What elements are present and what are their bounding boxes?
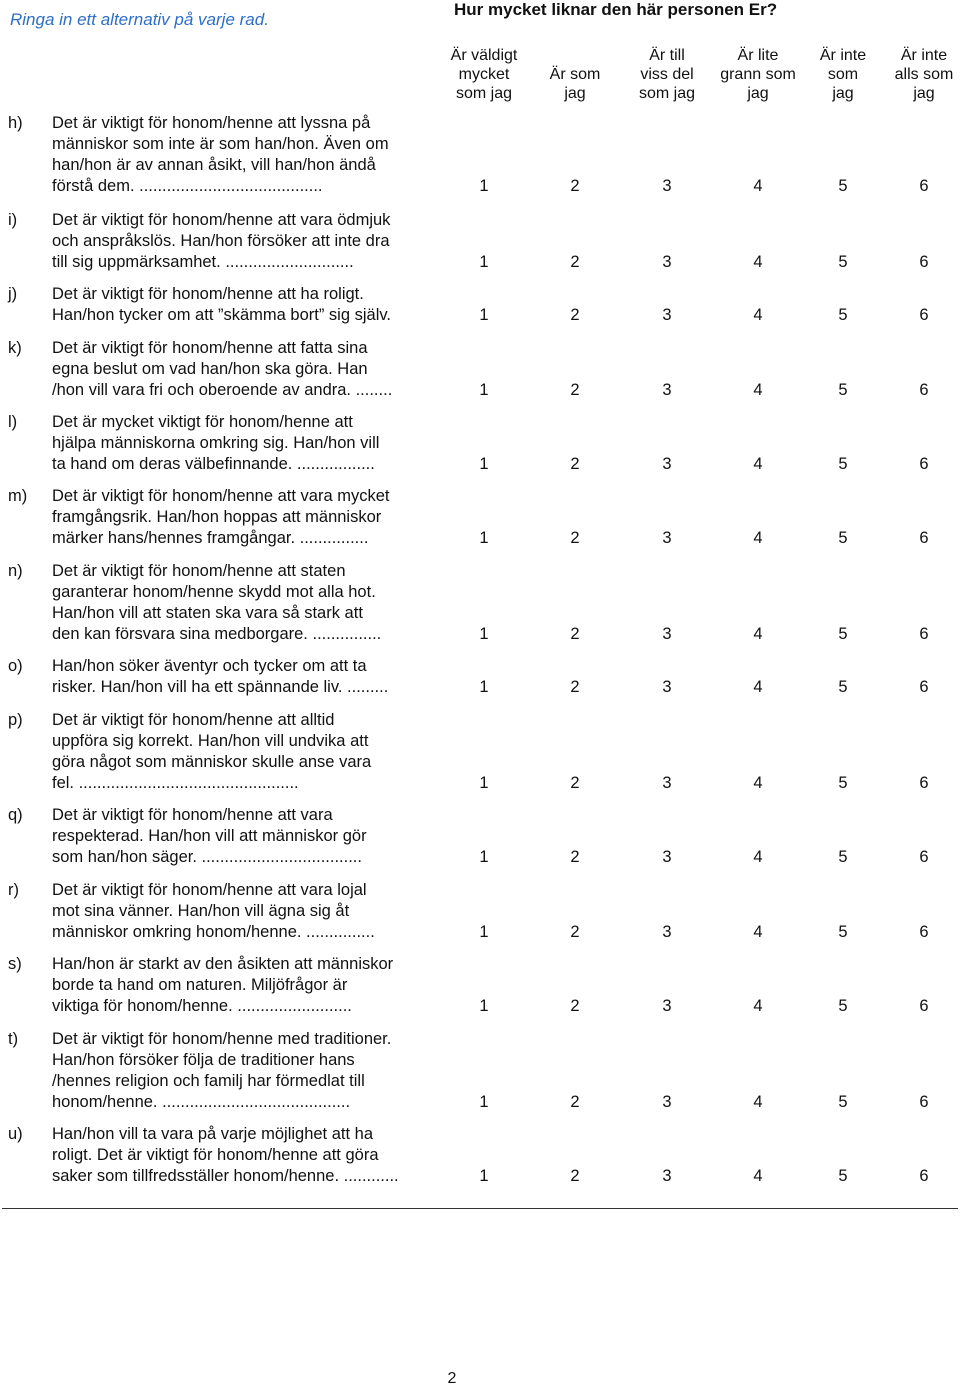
- answer-option-3[interactable]: 3: [662, 306, 672, 324]
- answer-option-4[interactable]: 4: [753, 306, 763, 324]
- item-text-line: Det är viktigt för honom/henne att vara mycket: [52, 487, 390, 505]
- item-letter: l): [8, 413, 18, 431]
- item-text: [52, 210, 452, 273]
- item-text-line: den kan försvara sina medborgare. ...............: [52, 625, 382, 643]
- answer-option-3[interactable]: 3: [662, 774, 672, 792]
- item-text: [52, 284, 452, 326]
- item-letter: j): [8, 285, 18, 303]
- answer-option-6[interactable]: 6: [919, 774, 929, 792]
- answer-option-1[interactable]: 1: [479, 177, 489, 195]
- answer-option-4[interactable]: 4: [753, 997, 763, 1015]
- item-text-line: honom/henne. .........................................: [52, 1093, 351, 1111]
- item-text: [52, 710, 452, 794]
- answer-option-5[interactable]: 5: [838, 455, 848, 473]
- question-heading: Hur mycket liknar den här personen Er?: [454, 0, 778, 19]
- column-header: Är väldigt mycket som jag: [450, 47, 518, 102]
- answer-option-1[interactable]: 1: [479, 923, 489, 941]
- answer-option-4[interactable]: 4: [753, 253, 763, 271]
- item-letter: t): [8, 1030, 19, 1048]
- answer-option-5[interactable]: 5: [838, 253, 848, 271]
- item-text-line: Det är viktigt för honom/henne att vara ödmjuk: [52, 211, 391, 229]
- item-text-line: /hennes religion och familj har förmedlat till: [52, 1072, 365, 1090]
- item-text-line: Han/hon är starkt av den åsikten att människor: [52, 955, 394, 973]
- answer-option-4[interactable]: 4: [753, 1167, 763, 1185]
- answer-option-4[interactable]: 4: [753, 848, 763, 866]
- item-letter: m): [8, 487, 28, 505]
- item-text-line: hjälpa människorna omkring sig. Han/hon vill: [52, 434, 380, 452]
- answer-option-4[interactable]: 4: [753, 774, 763, 792]
- item-text-line: saker som tillfredsställer honom/henne. ............: [52, 1167, 399, 1185]
- answer-option-6[interactable]: 6: [919, 455, 929, 473]
- answer-option-1[interactable]: 1: [479, 678, 489, 696]
- answer-option-1[interactable]: 1: [479, 529, 489, 547]
- answer-option-1[interactable]: 1: [479, 774, 489, 792]
- item-text-line: framgångsrik. Han/hon hoppas att människor: [52, 508, 382, 526]
- item-letter: p): [8, 711, 23, 729]
- answer-option-1[interactable]: 1: [479, 1167, 489, 1185]
- item-text-line: risker. Han/hon vill ha ett spännande liv. .........: [52, 678, 389, 696]
- answer-option-3[interactable]: 3: [662, 1167, 672, 1185]
- item-text-line: Han/hon försöker följa de traditioner hans: [52, 1051, 355, 1069]
- answer-option-5[interactable]: 5: [838, 1093, 848, 1111]
- item-text: [52, 486, 452, 549]
- item-text-line: Det är viktigt för honom/henne att lyssna på: [52, 114, 371, 132]
- answer-option-2[interactable]: 2: [570, 774, 580, 792]
- answer-option-2[interactable]: 2: [570, 1093, 580, 1111]
- item-letter: n): [8, 562, 23, 580]
- answer-option-6[interactable]: 6: [919, 923, 929, 941]
- answer-option-1[interactable]: 1: [479, 625, 489, 643]
- item-text-line: borde ta hand om naturen. Miljöfrågor är: [52, 976, 348, 994]
- column-header: Är till viss del som jag: [638, 47, 696, 102]
- item-text-line: fel. ................................................: [52, 774, 299, 792]
- answer-option-6[interactable]: 6: [919, 306, 929, 324]
- item-letter: i): [8, 211, 18, 229]
- answer-option-3[interactable]: 3: [662, 678, 672, 696]
- answer-option-5[interactable]: 5: [838, 306, 848, 324]
- item-text-line: Han/hon söker äventyr och tycker om att ta: [52, 657, 367, 675]
- item-text-line: Han/hon vill ta vara på varje möjlighet att ha: [52, 1125, 374, 1143]
- item-text-line: Det är viktigt för honom/henne att fatta sina: [52, 339, 368, 357]
- item-text-line: människor omkring honom/henne. ...............: [52, 923, 375, 941]
- answer-option-2[interactable]: 2: [570, 529, 580, 547]
- answer-option-4[interactable]: 4: [753, 678, 763, 696]
- answer-option-6[interactable]: 6: [919, 997, 929, 1015]
- answer-option-4[interactable]: 4: [753, 529, 763, 547]
- answer-option-4[interactable]: 4: [753, 1093, 763, 1111]
- item-text: [52, 805, 452, 868]
- item-letter: h): [8, 114, 23, 132]
- item-text-line: han/hon är av annan åsikt, vill han/hon ändå: [52, 156, 376, 174]
- item-text-line: roligt. Det är viktigt för honom/henne att göra: [52, 1146, 379, 1164]
- column-header: Är inte som jag: [819, 47, 867, 102]
- answer-option-6[interactable]: 6: [919, 1167, 929, 1185]
- answer-option-1[interactable]: 1: [479, 381, 489, 399]
- item-letter: k): [8, 339, 22, 357]
- answer-option-4[interactable]: 4: [753, 381, 763, 399]
- answer-option-1[interactable]: 1: [479, 455, 489, 473]
- item-text-line: Det är viktigt för honom/henne att vara: [52, 806, 333, 824]
- item-text-line: Han/hon vill att staten ska vara så stark att: [52, 604, 363, 622]
- answer-option-3[interactable]: 3: [662, 1093, 672, 1111]
- item-text: [52, 880, 452, 943]
- answer-option-5[interactable]: 5: [838, 1167, 848, 1185]
- item-text-line: till sig uppmärksamhet. ............................: [52, 253, 354, 271]
- item-text-line: garanterar honom/henne skydd mot alla hot.: [52, 583, 376, 601]
- answer-option-2[interactable]: 2: [570, 306, 580, 324]
- answer-option-6[interactable]: 6: [919, 848, 929, 866]
- item-text-line: Det är mycket viktigt för honom/henne att: [52, 413, 353, 431]
- answer-option-3[interactable]: 3: [662, 253, 672, 271]
- answer-option-6[interactable]: 6: [919, 381, 929, 399]
- answer-option-5[interactable]: 5: [838, 529, 848, 547]
- answer-option-6[interactable]: 6: [919, 177, 929, 195]
- answer-option-2[interactable]: 2: [570, 1167, 580, 1185]
- answer-option-1[interactable]: 1: [479, 253, 489, 271]
- item-letter: q): [8, 806, 23, 824]
- answer-option-5[interactable]: 5: [838, 625, 848, 643]
- item-text-line: göra något som människor skulle anse vara: [52, 753, 372, 771]
- answer-option-4[interactable]: 4: [753, 455, 763, 473]
- item-text-line: Det är viktigt för honom/henne att staten: [52, 562, 346, 580]
- item-text: [52, 338, 452, 401]
- answer-option-3[interactable]: 3: [662, 455, 672, 473]
- item-text-line: /hon vill vara fri och oberoende av andra. ........: [52, 381, 393, 399]
- answer-option-2[interactable]: 2: [570, 678, 580, 696]
- answer-option-5[interactable]: 5: [838, 678, 848, 696]
- answer-option-2[interactable]: 2: [570, 455, 580, 473]
- answer-option-5[interactable]: 5: [838, 177, 848, 195]
- item-text-line: som han/hon säger. ...................................: [52, 848, 362, 866]
- answer-option-2[interactable]: 2: [570, 177, 580, 195]
- item-letter: s): [8, 955, 22, 973]
- page-number: 2: [447, 1370, 457, 1387]
- answer-option-3[interactable]: 3: [662, 529, 672, 547]
- item-text-line: Det är viktigt för honom/henne att vara lojal: [52, 881, 367, 899]
- answer-option-3[interactable]: 3: [662, 848, 672, 866]
- answer-option-1[interactable]: 1: [479, 997, 489, 1015]
- item-text-line: Det är viktigt för honom/henne med traditioner.: [52, 1030, 392, 1048]
- item-text: [52, 561, 452, 645]
- answer-option-2[interactable]: 2: [570, 381, 580, 399]
- answer-option-2[interactable]: 2: [570, 848, 580, 866]
- column-header: Är som jag: [549, 66, 601, 102]
- item-text-line: Han/hon tycker om att ”skämma bort” sig själv.: [52, 306, 391, 324]
- answer-option-6[interactable]: 6: [919, 529, 929, 547]
- item-text-line: mot sina vänner. Han/hon vill ägna sig åt: [52, 902, 350, 920]
- answer-option-4[interactable]: 4: [753, 177, 763, 195]
- item-text: [52, 656, 452, 698]
- answer-option-5[interactable]: 5: [838, 848, 848, 866]
- item-text-line: viktiga för honom/henne. .........................: [52, 997, 352, 1015]
- answer-option-4[interactable]: 4: [753, 625, 763, 643]
- answer-option-6[interactable]: 6: [919, 1093, 929, 1111]
- answer-option-6[interactable]: 6: [919, 625, 929, 643]
- answer-option-3[interactable]: 3: [662, 997, 672, 1015]
- answer-option-5[interactable]: 5: [838, 997, 848, 1015]
- item-text-line: uppföra sig korrekt. Han/hon vill undvika att: [52, 732, 369, 750]
- item-text-line: egna beslut om vad han/hon ska göra. Han: [52, 360, 368, 378]
- column-header: Är lite grann som jag: [720, 47, 796, 102]
- bottom-rule: [2, 1208, 958, 1209]
- answer-option-1[interactable]: 1: [479, 306, 489, 324]
- answer-option-3[interactable]: 3: [662, 923, 672, 941]
- answer-option-3[interactable]: 3: [662, 177, 672, 195]
- answer-option-2[interactable]: 2: [570, 997, 580, 1015]
- item-letter: r): [8, 881, 19, 899]
- item-text-line: och anspråkslös. Han/hon försöker att inte dra: [52, 232, 390, 250]
- answer-option-5[interactable]: 5: [838, 381, 848, 399]
- answer-option-5[interactable]: 5: [838, 774, 848, 792]
- column-header: Är inte alls som jag: [894, 47, 954, 102]
- item-text: [52, 412, 452, 475]
- answer-option-5[interactable]: 5: [838, 923, 848, 941]
- item-text: [52, 1124, 452, 1187]
- answer-option-6[interactable]: 6: [919, 678, 929, 696]
- answer-option-1[interactable]: 1: [479, 848, 489, 866]
- item-text-line: märker hans/hennes framgångar. ...............: [52, 529, 369, 547]
- answer-option-3[interactable]: 3: [662, 381, 672, 399]
- answer-option-2[interactable]: 2: [570, 923, 580, 941]
- item-text: [52, 1029, 452, 1113]
- item-text-line: förstå dem. ........................................: [52, 177, 323, 195]
- item-letter: o): [8, 657, 23, 675]
- instruction-text: Ringa in ett alternativ på varje rad.: [10, 10, 269, 29]
- answer-option-4[interactable]: 4: [753, 923, 763, 941]
- item-text-line: Det är viktigt för honom/henne att alltid: [52, 711, 335, 729]
- answer-option-3[interactable]: 3: [662, 625, 672, 643]
- item-text-line: ta hand om deras välbefinnande. .................: [52, 455, 375, 473]
- item-text-line: Det är viktigt för honom/henne att ha roligt.: [52, 285, 364, 303]
- answer-option-6[interactable]: 6: [919, 253, 929, 271]
- item-text: [52, 954, 452, 1017]
- item-letter: u): [8, 1125, 23, 1143]
- item-text-line: respekterad. Han/hon vill att människor gör: [52, 827, 367, 845]
- answer-option-2[interactable]: 2: [570, 625, 580, 643]
- item-text: [52, 113, 452, 197]
- answer-option-1[interactable]: 1: [479, 1093, 489, 1111]
- item-text-line: människor som inte är som han/hon. Även om: [52, 135, 389, 153]
- answer-option-2[interactable]: 2: [570, 253, 580, 271]
